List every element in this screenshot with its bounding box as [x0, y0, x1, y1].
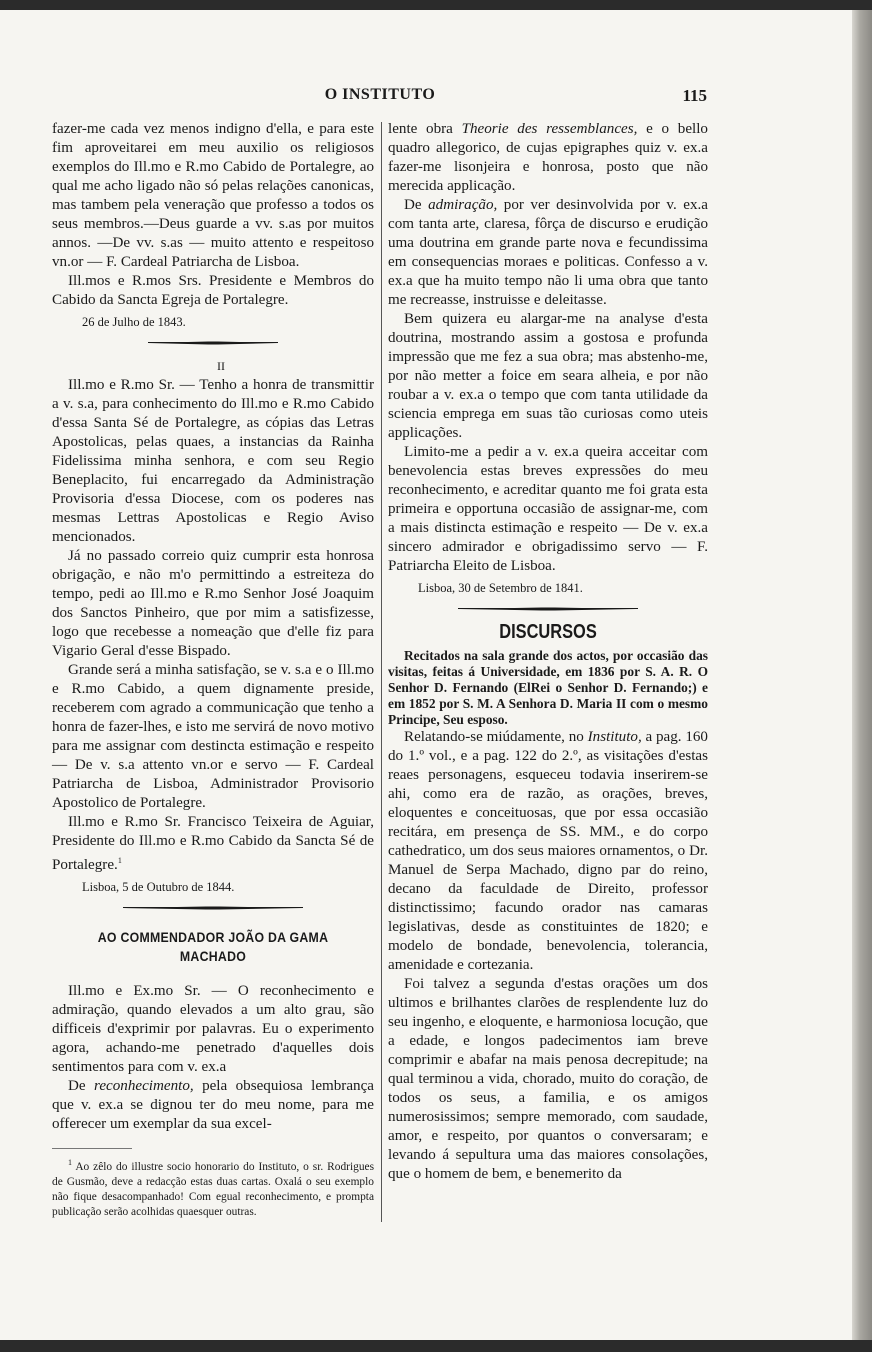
date-line: 26 de Julho de 1843.	[82, 315, 186, 329]
text-run: por ver desinvolvida por v. ex.a com tanta arte, claresa, fôrça de discurso e erudição uma doutrina em grande parte nova e fecundissima em consequencias moraes e politicas. Confesso a v. ex.a que ha muito tempo não li uma obra que tanto me recreasse, instruisse e deleitasse.	[388, 197, 708, 308]
italic-text: Instituto,	[587, 729, 642, 745]
paragraph	[388, 728, 708, 975]
paragraph: Foi talvez a segunda d'estas orações um dos ultimos e brilhantes clarões de resplendente luz do seu ingenho, e eloquente, e harmoniosa locução, que a edade, e longos padecimentos iam breve comprimir e abafar na mais penosa decrepitude; na qual terminou a vida, chorado, muito do coração, de todos os seus, a familia, e os amigos numerosissimos; sempre memorado, com saudade, amor, e respeito, por quantos o conversaram; e levando á sepultura uma das maiores consolações, que o homem de bem, e benemerito da	[388, 976, 708, 1182]
paragraph-text: Ill.mo e R.mo Sr. Francisco Teixeira de Aguiar, Presidente do Ill.mo e R.mo Cabido da Sancta Sé de Portalegre.	[52, 814, 374, 874]
footnote	[52, 1155, 374, 1220]
paragraph: Bem quizera eu alargar-me na analyse d'esta doutrina, mostrando assim a gostosa e profunda impressão que me fez a sua obra; mas abstenho-me, por não metter a foice em seara alheia, e por não roubar a v. ex.a o tempo que com tanta utilidade da sciencia emprega em suas tão curiosas como uteis applicações.	[388, 311, 708, 441]
column-divider	[381, 122, 382, 1222]
ornamental-rule	[123, 902, 303, 914]
italic-text: Theorie des ressemblances,	[461, 121, 638, 137]
text-run: a pag. 160 do 1.º vol., e a pag. 122 do 2.º, as visitações d'estas reaes personagens, esqueceu todavia inserirem-se ahi, como era de razão, as orações, breves, eloquentes e conceituosas, que por essa occasião recitára, em presença de SS. MM., e do corpo cathedratico, um dos seus maiores ornamentos, o Dr. Manuel de Serpa Machado, digno par do reino, decano da faculdade de Direito, professor distinctissimo; facundo orador nas camaras legislativas, desde as constituintes de 1820; e modelo de bondade, benevolencia, tolerancia, amenidade e cortezania.	[388, 729, 708, 973]
footnote-number: 1	[68, 1158, 72, 1168]
left-column	[52, 120, 374, 1220]
page-number: 115	[682, 86, 707, 105]
ornamental-rule	[148, 337, 278, 349]
paragraph: Ill.mo e R.mo Sr. — Tenho a honra de transmittir a v. s.a, para conhecimento do Ill.mo e R.mo Cabido d'essa Santa Sé de Portalegre, as cópias das Letras Apostolicas, pelas quaes, a instancias da Rainha Fidelissima minha senhora, e com seu Regio Beneplacito, fui encarregado da Administração Provisoria d'essa Diocese, com os poderes nas mesmas Lettras Apostolicas e Regio Aviso mencionados.	[52, 377, 374, 545]
italic-text: admiração,	[428, 197, 498, 213]
paragraph: Ill.mos e R.mos Srs. Presidente e Membros do Cabido da Sancta Egreja de Portalegre.	[52, 273, 374, 308]
subheading: Recitados na sala grande dos actos, por occasião das visitas, feitas á Universidade, em 1836 por S. A. R. O Senhor D. Fernando (ElRei o Senhor D. Fernando;) e em 1852 por S. M. A Senhora D. Maria II com o mesmo Principe, Seu esposo.	[388, 648, 708, 727]
paragraph	[52, 813, 374, 875]
running-title: O INSTITUTO	[324, 86, 436, 103]
right-column	[388, 120, 708, 1184]
text-run: Relatando-se miúdamente, no	[404, 729, 584, 745]
text-run: De	[404, 197, 422, 213]
footnote-marker: 1	[117, 856, 122, 865]
paragraph	[52, 1077, 374, 1134]
page-edge	[852, 10, 872, 1340]
page-header	[0, 78, 852, 108]
date-line: Lisboa, 30 de Setembro de 1841.	[418, 581, 583, 595]
paragraph: Já no passado correio quiz cumprir esta honrosa obrigação, e não m'o permittindo a estreiteza do tempo, pedi ao Ill.mo e R.mo Senhor José Joaquim dos Sanctos Pinheiro, que por mim a satisfizesse, logo que recebesse a nomeação que d'elle fiz para Vigario Geral d'esse Bispado.	[52, 548, 374, 659]
paragraph	[388, 196, 708, 310]
ornamental-rule	[458, 603, 638, 615]
paragraph: Grande será a minha satisfação, se v. s.a e o Ill.mo e R.mo Cabido, a quem dignamente preside, receberem com agrado a communicação que tenho a honra de fazer-lhes, e isto me servirá de novo motivo para me assignar com destincta estimação e respeito — De v. s.a attento vn.or e servo — F. Cardeal Patriarcha de Lisboa, Administrador Provisorio Apostolico de Portalegre.	[52, 662, 374, 811]
letter-numeral: II	[217, 359, 225, 373]
paragraph: fazer-me cada vez menos indigno d'ella, e para este fim aproveitarei em meu auxilio os religiosos exemplos do Ill.mo e R.mo Cabido de Portalegre, ao qual me acho ligado não só pelas relações canonicas, mas tambem pela veneração que professo a todos os seus membros.—Deus guarde a vv. s.as por muitos annos. —De vv. s.as — muito attento e respeitoso vn.or — F. Cardeal Patriarcha de Lisboa.	[52, 121, 374, 270]
date-line: Lisboa, 5 de Outubro de 1844.	[82, 880, 235, 895]
paragraph	[388, 120, 708, 196]
paragraph: Limito-me a pedir a v. ex.a queira acceitar com benevolencia estas breves expressões do meu reconhecimento, e acreditar quanto me foi grata esta primeira e opportuna occasião de assignar-me, com a mais distincta estimação e respeito — De v. ex.a sincero admirador e obrigadissimo servo — F. Patriarcha Eleito de Lisboa.	[388, 444, 708, 574]
paragraph: Ill.mo e Ex.mo Sr. — O reconhecimento e admiração, quando elevados a um alto grau, são difficeis d'exprimir por palavras. Eu o experimento agora, achando-me penetrado d'aquelles dois sentimentos para com v. ex.a	[52, 983, 374, 1076]
section-heading: DISCURSOS	[499, 621, 597, 643]
footnote-text: Ao zêlo do illustre socio honorario do Instituto, o sr. Rodrigues de Gusmão, deve a redacção estas duas cartas. Oxalá o seu exemplo não fique desacompanhado! Com egual reconhecimento, e prompta publicação serão acolhidas quaesquer outras.	[52, 1160, 375, 1218]
text-run: e o bello quadro allegorico, de cujas epigraphes quiz v. ex.a fazer-me lisonjeira e honrosa, posto que não merecida applicação.	[388, 121, 708, 194]
section-heading: AO COMMENDADOR JOÃO DA GAMA MACHADO	[97, 929, 329, 965]
text-run: lente obra	[388, 121, 453, 137]
footnote-rule	[52, 1148, 132, 1149]
text-run: pela obsequiosa lembrança que v. ex.a se dignou ter do meu nome, para me offerecer um exemplar da sua excel-	[52, 1078, 374, 1133]
italic-text: reconhecimento,	[94, 1078, 194, 1095]
text-run: De	[68, 1078, 86, 1095]
